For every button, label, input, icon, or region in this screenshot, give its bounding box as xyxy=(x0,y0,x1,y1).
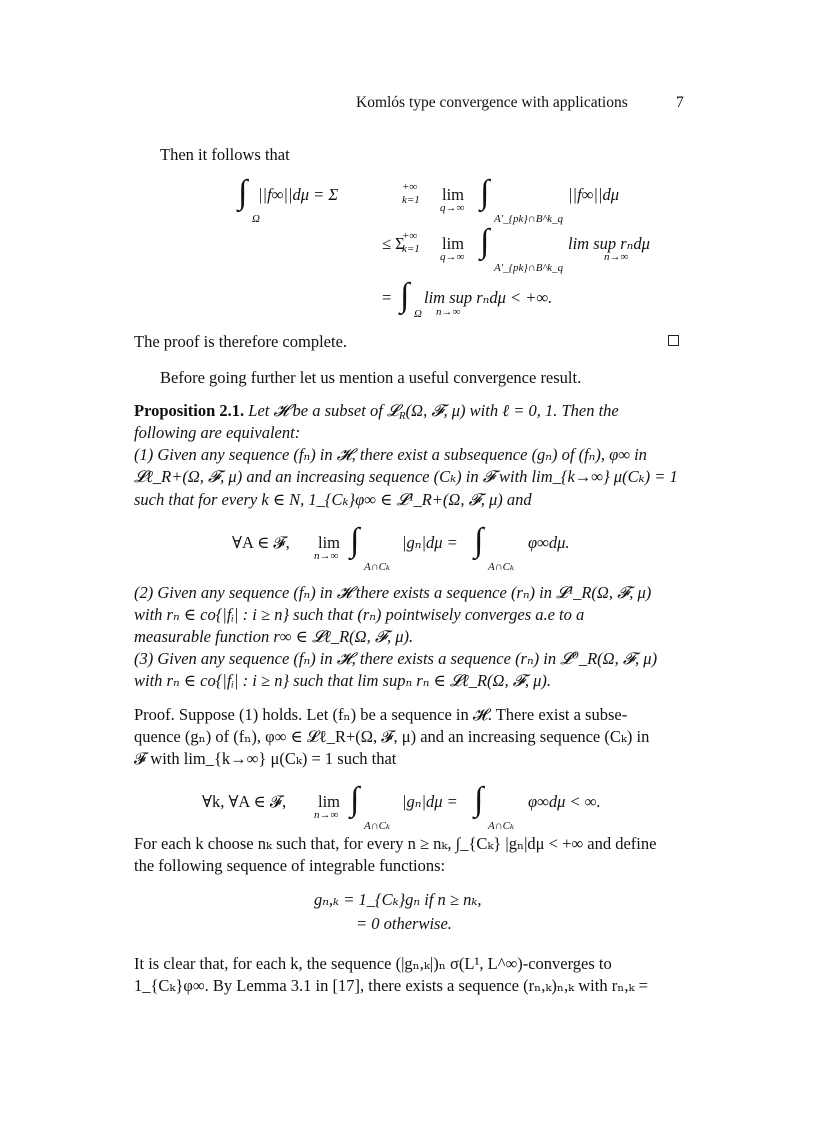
eq4-mid: |gₙ|dμ = xyxy=(402,533,458,552)
g-definition-1: gₙ,ₖ = 1_{Cₖ}gₙ if n ≥ nₖ, xyxy=(314,890,482,909)
condition-1-line-2: 𝓛ℓ_R+(Ω, 𝓕, μ) and an increasing sequence (Cₖ) in 𝓕 with lim_{k→∞} μ(Cₖ) = 1 xyxy=(134,467,678,486)
integral-sign: ∫ xyxy=(350,522,360,559)
integral-sign: ∫ xyxy=(480,223,490,260)
proposition-line-2: following are equivalent: xyxy=(134,423,301,442)
eq3-domain: Ω xyxy=(414,308,422,320)
eq1-rhs: ||f∞||dμ xyxy=(568,185,620,204)
integral-sign: ∫ xyxy=(474,781,484,818)
eq2-sum-index: k=1 xyxy=(402,243,420,255)
eq1-lim: lim xyxy=(442,185,465,204)
eq4-rhs: φ∞dμ. xyxy=(528,533,570,552)
integral-sign: ∫ xyxy=(350,781,360,818)
proposition-label: Proposition 2.1. xyxy=(134,401,245,420)
eq1-sum-index: k=1 xyxy=(402,194,420,206)
eq2-set: A′_{pk}∩B^k_q xyxy=(494,262,563,274)
condition-2-line-2: with rₙ ∈ co{|fᵢ| : i ≥ n} such that (rₙ) pointwisely converges a.e to a xyxy=(134,605,585,624)
eq4-set-1: A∩Cₖ xyxy=(364,561,391,573)
condition-1-line-1: (1) Given any sequence (fₙ) in 𝓗, there exist a subsequence (gₙ) of (fₙ), φ∞ in xyxy=(134,445,647,464)
eq3-limsup-sub: n→∞ xyxy=(436,306,461,318)
each-line-1: For each k choose nₖ such that, for every n ≥ nₖ, ∫_{Cₖ} |gₙ|dμ < +∞ and define xyxy=(134,834,657,853)
proof-line-2: quence (gₙ) of (fₙ), φ∞ ∈ 𝓛ℓ_R+(Ω, 𝓕, μ) and an increasing sequence (Cₖ) in xyxy=(134,727,650,746)
eq5-quantifier: ∀k, ∀A ∈ 𝓕, xyxy=(202,792,287,811)
condition-3-line-1: (3) Given any sequence (fₙ) in 𝓗, there exists a sequence (rₙ) in 𝓛⁰_R(Ω, 𝓕, μ) xyxy=(134,649,658,668)
qed-box xyxy=(668,335,679,346)
intro-text: Then it follows that xyxy=(160,145,290,164)
eq1-set: A′_{pk}∩B^k_q xyxy=(494,213,563,225)
condition-3-line-2: with rₙ ∈ co{|fᵢ| : i ≥ n} such that lim supₙ rₙ ∈ 𝓛ℓ_R(Ω, 𝓕, μ). xyxy=(134,671,552,690)
eq1-sum-top: +∞ xyxy=(402,181,418,193)
clear-line-1: It is clear that, for each k, the sequence (|gₙ,ₖ|)ₙ σ(L¹, L^∞)-converges to xyxy=(134,954,612,973)
integral-sign: ∫ xyxy=(400,277,410,314)
page-number: 7 xyxy=(676,94,684,111)
eq4-lim: lim xyxy=(318,533,341,552)
eq4-lim-sub: n→∞ xyxy=(314,550,339,562)
integral-sign: ∫ xyxy=(474,522,484,559)
proof-line-1: Proof. Suppose (1) holds. Let (fₙ) be a sequence in 𝓗. There exist a subse- xyxy=(134,705,628,724)
eq2-rhs: lim sup rₙdμ xyxy=(568,234,650,253)
eq1-lim-sub: q→∞ xyxy=(440,202,465,214)
eq5-lim-sub: n→∞ xyxy=(314,809,339,821)
before-text: Before going further let us mention a useful convergence result. xyxy=(160,368,582,387)
proposition-lead: Let 𝓗 be a subset of 𝓛 xyxy=(248,401,399,420)
eq5-mid: |gₙ|dμ = xyxy=(402,792,458,811)
proposition-tail: (Ω, 𝓕, μ) with ℓ = 0, 1. Then the xyxy=(405,401,619,420)
condition-2-line-1: (2) Given any sequence (fₙ) in 𝓗 there exists a sequence (rₙ) in 𝓛¹_R(Ω, 𝓕, μ) xyxy=(134,583,652,602)
condition-2-line-3: measurable function r∞ ∈ 𝓛ℓ_R(Ω, 𝓕, μ). xyxy=(134,627,414,646)
integral-domain: Ω xyxy=(252,213,260,225)
running-title: Komlós type convergence with applications xyxy=(356,94,628,111)
eq5-set-2: A∩Cₖ xyxy=(488,820,515,832)
eq2-sum-top: +∞ xyxy=(402,230,418,242)
g-definition-2: = 0 otherwise. xyxy=(356,914,452,933)
proof-line-3: 𝓕 with lim_{k→∞} μ(Cₖ) = 1 such that xyxy=(134,749,397,768)
integral-sign: ∫ xyxy=(480,174,490,211)
eq1-lhs: ||f∞||dμ = Σ xyxy=(258,185,339,204)
eq2-lim: lim xyxy=(442,234,465,253)
condition-1-line-3: such that for every k ∈ N, 1_{Cₖ}φ∞ ∈ 𝓛¹_R+(Ω, 𝓕, μ) and xyxy=(134,490,532,509)
eq4-set-2: A∩Cₖ xyxy=(488,561,515,573)
integral-sign: ∫ xyxy=(238,174,248,211)
proof-end-text: The proof is therefore complete. xyxy=(134,332,348,351)
eq5-rhs: φ∞dμ < ∞. xyxy=(528,792,601,811)
eq5-set-1: A∩Cₖ xyxy=(364,820,391,832)
eq5-lim: lim xyxy=(318,792,341,811)
proposition-line-1: Proposition 2.1. Let 𝓗 be a subset of 𝓛R(Ω, 𝓕, μ) with ℓ = 0, 1. Then the xyxy=(134,401,619,422)
eq2-rel: ≤ Σ xyxy=(382,234,405,253)
eq3-rel: = xyxy=(382,288,392,307)
eq4-quantifier: ∀A ∈ 𝓕, xyxy=(232,533,290,552)
eq3-rhs: lim sup rₙdμ < +∞. xyxy=(424,288,553,307)
clear-line-2: 1_{Cₖ}φ∞. By Lemma 3.1 in [17], there exists a sequence (rₙ,ₖ)ₙ,ₖ with rₙ,ₖ = xyxy=(134,976,648,995)
each-line-2: the following sequence of integrable functions: xyxy=(134,856,446,875)
eq2-lim-sub: q→∞ xyxy=(440,251,465,263)
eq2-limsup-sub: n→∞ xyxy=(604,251,629,263)
